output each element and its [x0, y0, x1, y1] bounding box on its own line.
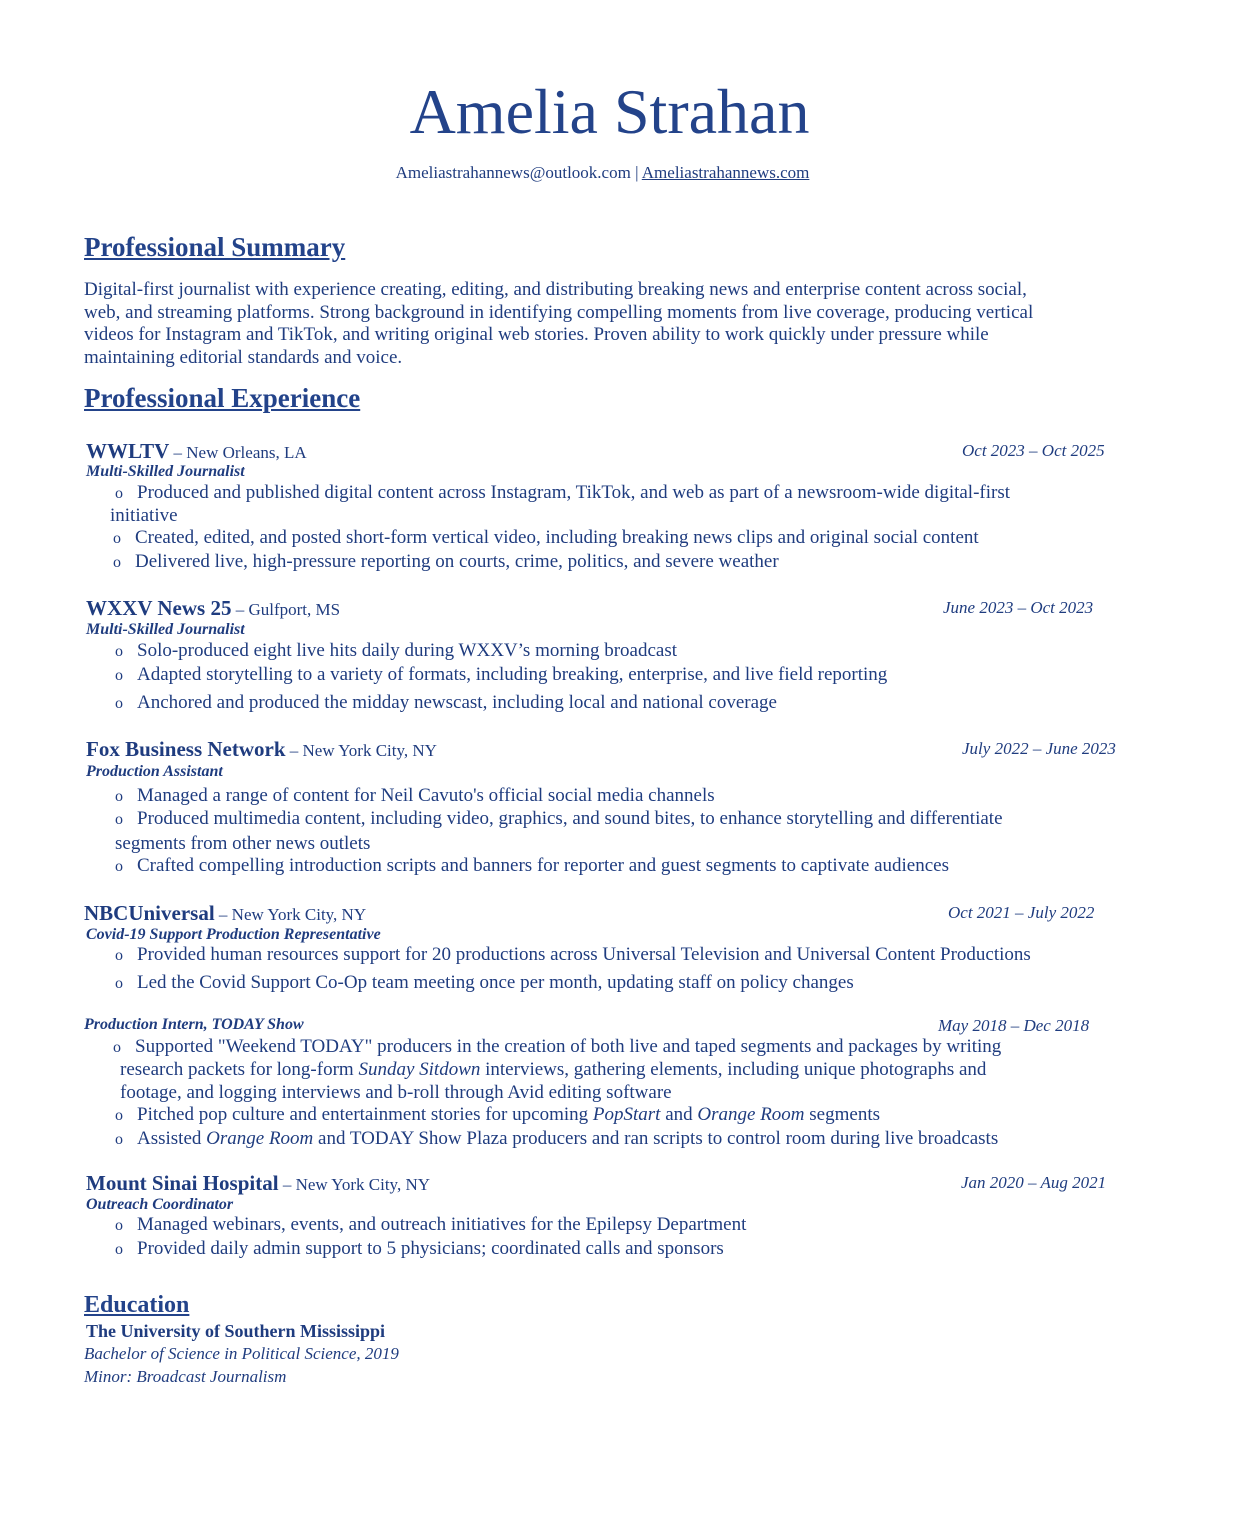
job-dates: June 2023 – Oct 2023 [943, 598, 1094, 617]
job-bullet: o Adapted storytelling to a variety of formats, including breaking, enterprise, and live field reporting [115, 664, 887, 688]
education-school: The University of Southern Mississippi [86, 1321, 386, 1341]
bullet-marker: o [115, 1217, 123, 1234]
job-header-fox-business [86, 738, 1136, 762]
job-bullet: o Crafted compelling introduction scripts and banners for reporter and guest segments to captivate audiences [115, 855, 949, 879]
candidate-name: Amelia Strahan [409, 76, 810, 147]
job-bullet-continuation: initiative [110, 505, 178, 526]
job-dates: May 2018 – Dec 2018 [938, 1016, 1090, 1035]
job-header-today-intern [86, 1015, 1136, 1035]
job-bullet: o Assisted Orange Room and TODAY Show Plaza producers and ran scripts to control room during live broadcasts [115, 1128, 998, 1152]
bullet-marker: o [115, 695, 123, 712]
contact-separator: | [630, 163, 642, 182]
job-bullet: o Anchored and produced the midday newscast, including local and national coverage [115, 692, 777, 716]
job-header-wxxv [86, 597, 1136, 621]
job-bullet: o Delivered live, high-pressure reporting on courts, crime, politics, and severe weather [113, 551, 779, 575]
job-bullet: o Solo-produced eight live hits daily during WXXV’s morning broadcast [115, 640, 677, 664]
job-role: Covid-19 Support Production Representative [86, 926, 381, 943]
job-org: WXXV News 25 [86, 596, 232, 620]
job-role-today-intern: Production Intern, TODAY Show [84, 1016, 304, 1033]
job-location: – New York City, NY [214, 905, 367, 924]
job-org: WWLTV [86, 439, 170, 463]
job-bullet: o Provided daily admin support to 5 physicians; coordinated calls and sponsors [115, 1238, 724, 1262]
bullet-marker: o [113, 554, 121, 571]
job-bullet: o Managed a range of content for Neil Cavuto's official social media channels [115, 785, 715, 809]
bullet-marker: o [115, 788, 123, 805]
job-role: Outreach Coordinator [86, 1196, 234, 1213]
bullet-marker: o [113, 1039, 121, 1056]
job-role: Multi-Skilled Journalist [86, 463, 245, 480]
job-bullet: o Led the Covid Support Co-Op team meeting once per month, updating staff on policy changes [115, 972, 854, 996]
job-bullet: o Provided human resources support for 20 productions across Universal Television and Universal Content Productions [115, 944, 1031, 968]
bullet-marker: o [115, 1131, 123, 1148]
education-degree: Bachelor of Science in Political Science, 2019 [84, 1344, 399, 1363]
job-bullet: o Produced and published digital content across Instagram, TikTok, and web as part of a newsroom-wide digital-first [115, 482, 1010, 506]
job-bullet: o Managed webinars, events, and outreach initiatives for the Epilepsy Department [115, 1214, 746, 1238]
contact-line [0, 162, 1205, 184]
job-bullet: o Pitched pop culture and entertainment stories for upcoming PopStart and Orange Room segments [115, 1104, 880, 1128]
job-org: NBCUniversal [84, 901, 215, 925]
email-text: Ameliastrahannews@outlook.com [395, 163, 631, 182]
show-title: Orange Room [206, 1128, 314, 1149]
job-role: Multi-Skilled Journalist [86, 621, 245, 638]
show-title: PopStart [592, 1104, 661, 1125]
job-location: – New York City, NY [278, 1175, 431, 1194]
job-bullet-continuation: footage, and logging interviews and b-roll through Avid editing software [120, 1082, 672, 1103]
bullet-marker: o [113, 530, 121, 547]
bullet-marker: o [115, 811, 123, 828]
job-location: – New Orleans, LA [169, 443, 307, 462]
bullet-marker: o [115, 975, 123, 992]
job-bullet: o Created, edited, and posted short-form vertical video, including breaking news clips and original social content [113, 527, 979, 551]
bullet-marker: o [115, 667, 123, 684]
bullet-marker: o [115, 858, 123, 875]
section-title-summary: Professional Summary [84, 232, 346, 262]
job-bullet: o Produced multimedia content, including video, graphics, and sound bites, to enhance storytelling and differentiate [115, 808, 1003, 832]
job-header-mount-sinai [86, 1172, 1136, 1196]
bullet-marker: o [115, 643, 123, 660]
job-dates: Oct 2021 – July 2022 [948, 903, 1095, 922]
show-title: Sunday Sitdown [358, 1059, 481, 1080]
website-link[interactable]: Ameliastrahannews.com [641, 163, 810, 182]
job-bullet-continuation: segments from other news outlets [115, 833, 371, 854]
bullet-marker: o [115, 947, 123, 964]
education-minor: Minor: Broadcast Journalism [84, 1367, 287, 1386]
job-dates: Jan 2020 – Aug 2021 [961, 1173, 1107, 1192]
job-header-wwltv [86, 440, 1136, 464]
job-role: Production Assistant [86, 763, 223, 780]
job-location: – Gulfport, MS [231, 600, 341, 619]
bullet-marker: o [115, 1241, 123, 1258]
job-bullet-continuation: research packets for long-form Sunday Sitdown interviews, gathering elements, including unique photographs and [120, 1059, 987, 1080]
section-title-experience: Professional Experience [84, 383, 361, 413]
job-dates: Oct 2023 – Oct 2025 [962, 441, 1105, 460]
job-location: – New York City, NY [285, 741, 437, 760]
bullet-marker: o [115, 485, 123, 502]
job-org: Mount Sinai Hospital [86, 1171, 279, 1195]
section-title-education: Education [84, 1292, 190, 1318]
job-org: Fox Business Network [86, 737, 286, 761]
job-bullet: o Supported "Weekend TODAY" producers in the creation of both live and taped segments and packages by writing [113, 1036, 1001, 1060]
job-dates: July 2022 – June 2023 [962, 739, 1116, 758]
show-title: Orange Room [697, 1104, 805, 1125]
job-header-nbcuniversal [84, 902, 1134, 926]
summary-paragraph: Digital-first journalist with experience creating, editing, and distributing breaking news and enterprise content across social, web, and streaming platforms. Strong background in identifying compelling moments from live coverage, producing vertical videos for Instagram and TikTok, and writing original web stories. Proven ability to work quickly under pressure while maintaining editorial standards and voice. [84, 279, 1034, 368]
bullet-marker: o [115, 1107, 123, 1124]
